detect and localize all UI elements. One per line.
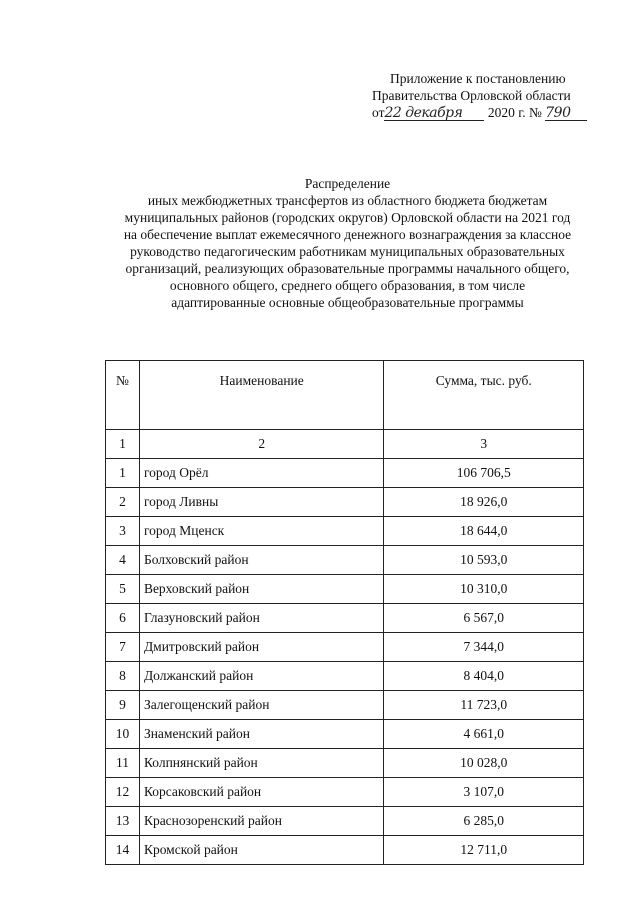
title-line: на обеспечение выплат ежемесячного денежного вознаграждения за классное: [123, 227, 572, 242]
row-name: Кромской район: [139, 836, 384, 865]
table-row: [106, 575, 584, 604]
row-sum: 18 926,0: [384, 488, 584, 517]
row-name: город Мценск: [139, 517, 384, 546]
table-row: [106, 604, 584, 633]
row-number: 5: [106, 575, 140, 604]
row-number: 1: [106, 459, 140, 488]
title-heading: Распределение: [304, 176, 391, 191]
row-name: Корсаковский район: [139, 778, 384, 807]
distribution-table: [105, 360, 584, 865]
row-number: 11: [106, 749, 140, 778]
table-row: [106, 662, 584, 691]
table-row: [106, 720, 584, 749]
col-number-1: 1: [106, 430, 140, 459]
table-row: [106, 546, 584, 575]
row-number: 4: [106, 546, 140, 575]
appendix-line-1: Приложение к постановлению: [390, 71, 566, 86]
title-line: иных межбюджетных трансфертов из областного бюджета бюджетам: [147, 193, 548, 208]
row-number: 13: [106, 807, 140, 836]
row-number: 7: [106, 633, 140, 662]
row-number: 6: [106, 604, 140, 633]
row-sum: 106 706,5: [384, 459, 584, 488]
row-sum: 3 107,0: [384, 778, 584, 807]
row-number: 9: [106, 691, 140, 720]
row-sum: 8 404,0: [384, 662, 584, 691]
year-text: 2020 г. №: [487, 105, 542, 120]
row-name: Колпнянский район: [139, 749, 384, 778]
table-row: [106, 778, 584, 807]
row-sum: 4 661,0: [384, 720, 584, 749]
row-sum: 6 567,0: [384, 604, 584, 633]
row-name: Краснозоренский район: [139, 807, 384, 836]
appendix-header: [372, 70, 622, 121]
title-line: муниципальных районов (городских округов) Орловской области на 2021 год: [124, 210, 571, 225]
title-line: основного общего, среднего общего образования, в том числе: [169, 278, 526, 293]
header-number: №: [106, 361, 140, 430]
col-number-3: 3: [384, 430, 584, 459]
table-row: [106, 836, 584, 865]
row-name: Знаменский район: [139, 720, 384, 749]
col-number-2: 2: [139, 430, 384, 459]
date-prefix: от: [372, 105, 385, 120]
appendix-date-line: [372, 104, 622, 121]
row-name: Дмитровский район: [139, 633, 384, 662]
row-number: 14: [106, 836, 140, 865]
row-sum: 18 644,0: [384, 517, 584, 546]
header-sum: Сумма, тыс. руб.: [384, 361, 584, 430]
row-sum: 7 344,0: [384, 633, 584, 662]
table-row: [106, 459, 584, 488]
row-number: 3: [106, 517, 140, 546]
row-number: 12: [106, 778, 140, 807]
handwritten-date: 22 декабря: [384, 106, 484, 121]
row-name: Верховский район: [139, 575, 384, 604]
document-title: [80, 175, 615, 311]
row-sum: 11 723,0: [384, 691, 584, 720]
table-row: [106, 807, 584, 836]
row-number: 2: [106, 488, 140, 517]
table-row: [106, 488, 584, 517]
table-header-row: [106, 361, 584, 430]
row-name: Залегощенский район: [139, 691, 384, 720]
table-row: [106, 633, 584, 662]
title-line: адаптированные основные общеобразовательные программы: [171, 295, 524, 310]
row-sum: 12 711,0: [384, 836, 584, 865]
row-number: 10: [106, 720, 140, 749]
table-row: [106, 517, 584, 546]
handwritten-number: 790: [545, 106, 587, 121]
header-name: Наименование: [139, 361, 384, 430]
row-name: Болховский район: [139, 546, 384, 575]
table-row: [106, 691, 584, 720]
appendix-line-2: Правительства Орловской области: [372, 88, 571, 103]
title-line: руководство педагогическим работникам муниципальных образовательных: [130, 244, 565, 259]
row-sum: 10 310,0: [384, 575, 584, 604]
row-sum: 10 593,0: [384, 546, 584, 575]
row-sum: 6 285,0: [384, 807, 584, 836]
table-row: [106, 749, 584, 778]
row-name: Должанский район: [139, 662, 384, 691]
row-name: город Орёл: [139, 459, 384, 488]
row-name: город Ливны: [139, 488, 384, 517]
row-sum: 10 028,0: [384, 749, 584, 778]
column-number-row: [106, 430, 584, 459]
row-name: Глазуновский район: [139, 604, 384, 633]
row-number: 8: [106, 662, 140, 691]
title-line: организаций, реализующих образовательные программы начального общего,: [125, 261, 570, 276]
